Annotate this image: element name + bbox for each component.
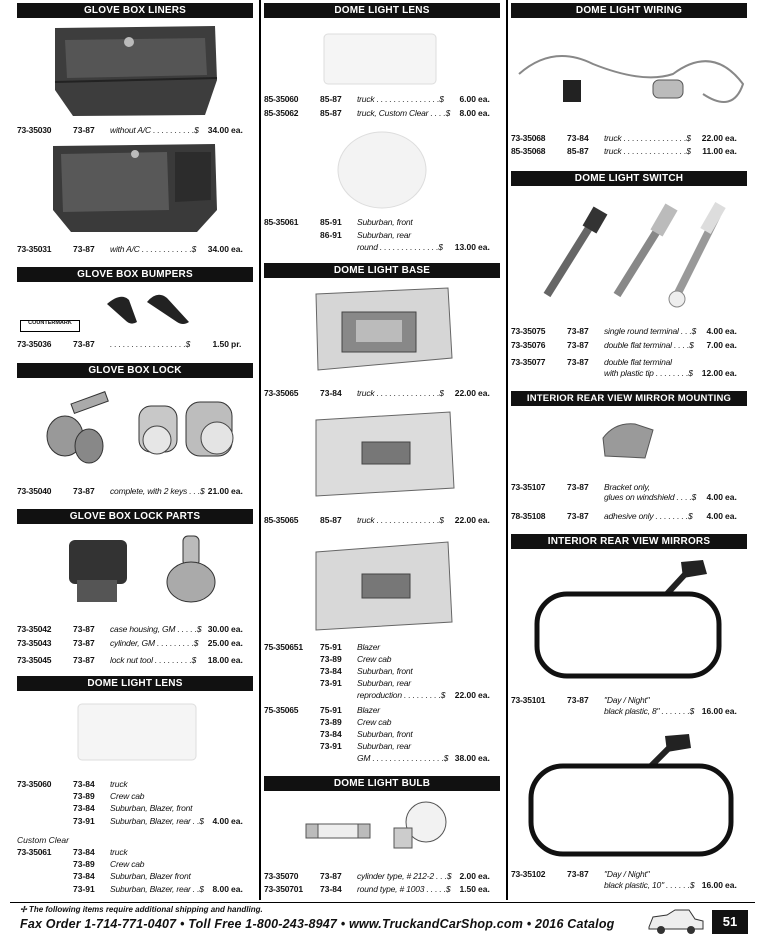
custom-clear-label: Custom Clear — [17, 835, 69, 845]
rear-view-mirror-image — [531, 556, 727, 680]
glove-box-liner-ac-image — [47, 140, 227, 235]
section-header-dome-light-base: DOME LIGHT BASE — [264, 263, 500, 278]
section-header-glove-box-lock: GLOVE BOX LOCK — [17, 363, 253, 378]
section-header-dome-light-lens: DOME LIGHT LENS — [264, 3, 500, 18]
dome-light-lens-image — [320, 28, 440, 88]
section-header-rear-view-mirrors: INTERIOR REAR VIEW MIRRORS — [511, 534, 747, 549]
section-header-mirror-mounting-bracket: INTERIOR REAR VIEW MIRROR MOUNTING BRACKET — [511, 391, 747, 406]
column-divider — [259, 0, 261, 900]
section-header-dome-light-lens: DOME LIGHT LENS — [17, 676, 253, 691]
mirror-bracket-image — [595, 418, 659, 464]
footer-rule — [10, 902, 755, 903]
glove-box-lock-parts-image — [57, 530, 227, 610]
section-header-glove-box-liners: GLOVE BOX LINERS — [17, 3, 253, 18]
glove-box-liner-image — [45, 20, 225, 120]
section-header-dome-light-bulb: DOME LIGHT BULB — [264, 776, 500, 791]
column-divider — [506, 0, 508, 900]
dome-light-wiring-image — [513, 24, 749, 124]
dome-light-base-image — [310, 408, 460, 500]
rear-view-mirror-image — [525, 730, 735, 860]
glove-box-lock-image — [31, 384, 246, 474]
dome-light-base-image — [308, 284, 458, 374]
countermark-badge: COUNTERMARK — [20, 320, 80, 332]
glove-box-bumpers-image — [97, 290, 207, 330]
dome-light-switch-image — [527, 195, 737, 313]
section-header-dome-light-switch: DOME LIGHT SWITCH — [511, 171, 747, 186]
dome-light-bulb-image — [298, 798, 468, 858]
section-header-glove-box-lock-parts: GLOVE BOX LOCK PARTS — [17, 509, 253, 524]
section-header-dome-light-wiring: DOME LIGHT WIRING — [511, 3, 747, 18]
truck-icon — [645, 907, 707, 937]
round-dome-lens-image — [332, 128, 432, 210]
dome-light-lens-image — [72, 698, 202, 768]
footer-contact-line: Fax Order 1-714-771-0407 • Toll Free 1-800-243-8947 • www.TruckandCarShop.com • 2016 Catalog — [20, 917, 615, 931]
dome-light-base-image — [308, 538, 458, 634]
shipping-note: ✢ The following items require additional shipping and handling. — [20, 905, 263, 914]
section-header-glove-box-bumpers: GLOVE BOX BUMPERS — [17, 267, 253, 282]
page-number: 51 — [712, 910, 748, 934]
